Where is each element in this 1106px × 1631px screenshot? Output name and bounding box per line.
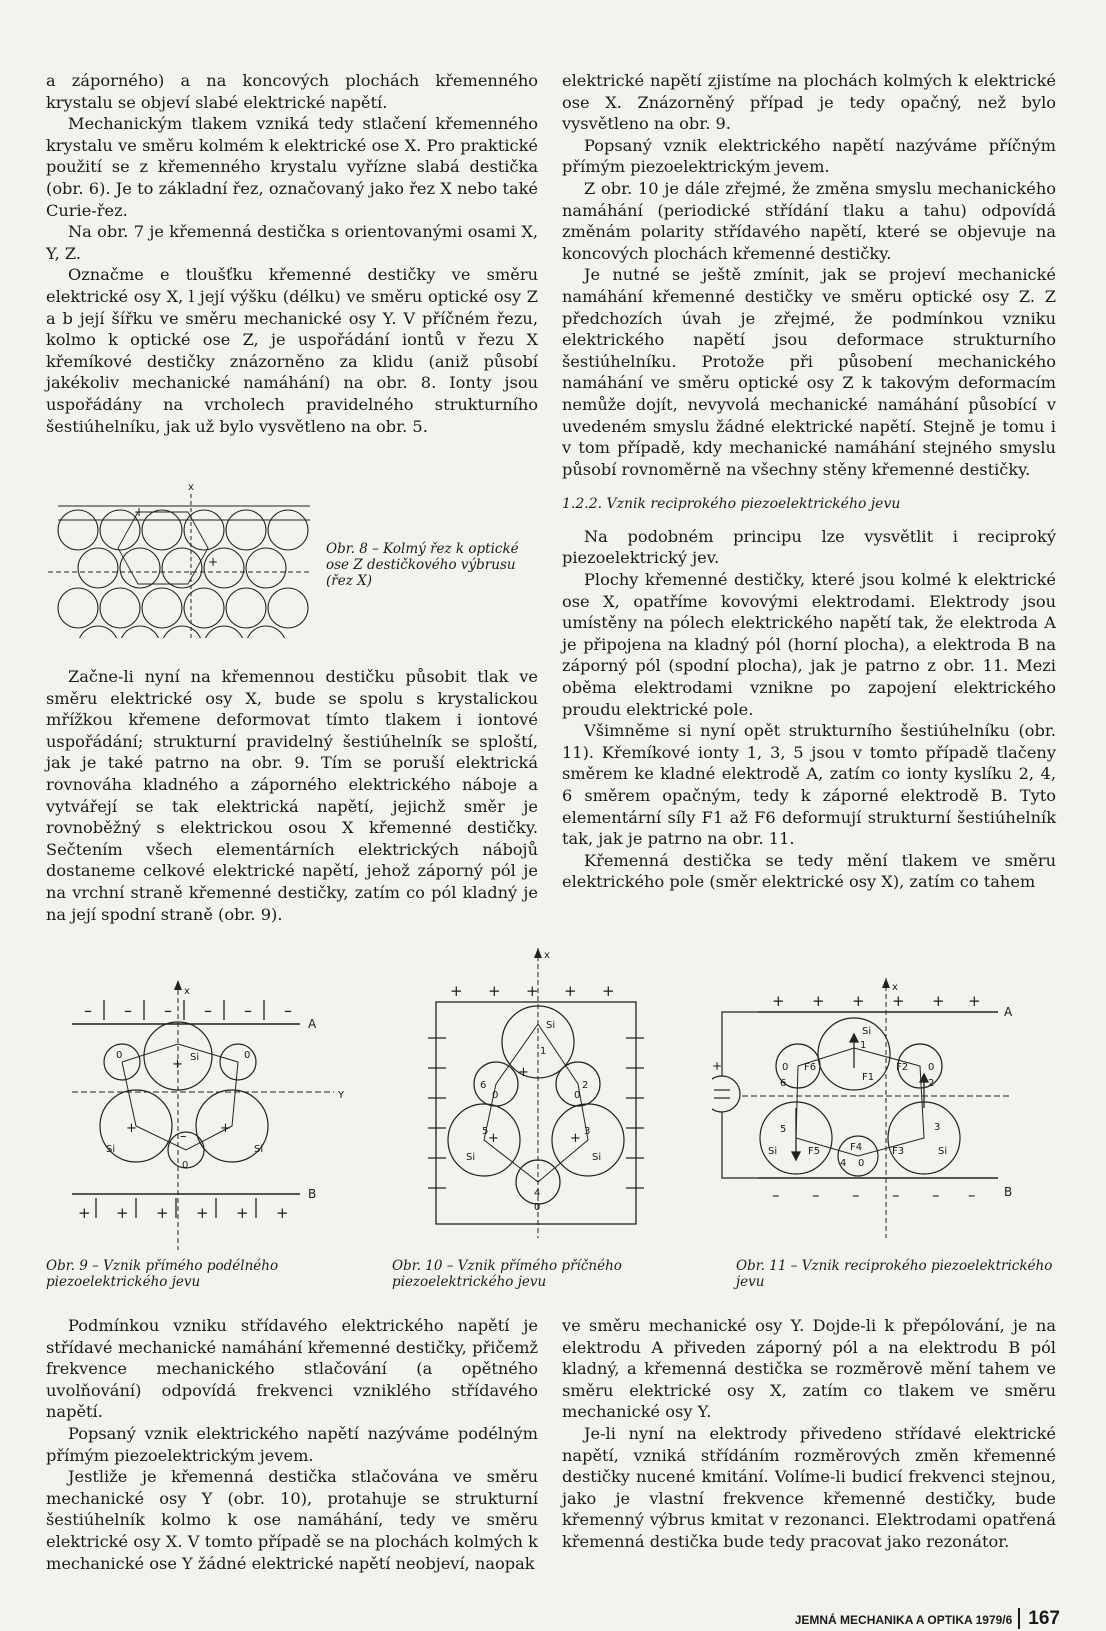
fig11-minus: – xyxy=(852,1186,860,1204)
fig11-electrode-a: A xyxy=(1004,1005,1013,1019)
fig11-n2: 2 xyxy=(928,1078,935,1089)
fig10-plus: + xyxy=(488,982,501,1000)
figure-10-caption: Obr. 10 – Vznik přímého příčného piezoelektrického jevu xyxy=(392,1258,622,1290)
fig11-si: Si xyxy=(938,1146,948,1157)
paragraph: Začne-li nyní na křemennou destičku působit tlak ve směru elektrické osy X, bude se spolu s krystalickou mřížkou křemene deformovat tímto tlakem i iontové uspořádání; strukturní pravidelný šestiúhelník se sploští, jak je také patrno na obr. 9. Tím se poruší elektrická rovnováha kladného a záporného elektrického náboje a vytvářejí se tak elektrická napětí, jejichž směr je rovnoběžný s elektrickou osou X křemenné destičky. Sečtením všech elementárních elektrických nábojů dostaneme celkové elektrické napětí, jehož záporný pól je na vrchní straně křemenné destičky, zatím co pól kladný je na její spodní straně (obr. 9). xyxy=(46,667,538,924)
fig10-si: Si xyxy=(592,1152,602,1163)
fig11-plus: + xyxy=(772,992,785,1010)
fig11-si: Si xyxy=(862,1026,872,1037)
paragraph: Popsaný vznik elektrického napětí nazýváme příčným přímým piezoelektrickým jevem. xyxy=(562,135,1056,177)
fig9-x-label: x xyxy=(184,986,190,997)
left-column-bottom xyxy=(46,1315,538,1574)
fig9-minus: – xyxy=(84,1001,92,1020)
figure-11-caption: Obr. 11 – Vznik reciprokého piezoelektrického jevu xyxy=(736,1258,1053,1290)
left-column-top xyxy=(46,70,538,437)
page-number: 167 xyxy=(1018,1608,1060,1629)
fig10-zero: 0 xyxy=(534,1202,541,1213)
fig9-minus: – xyxy=(124,1001,132,1020)
fig10-n5: 5 xyxy=(482,1126,489,1137)
fig11-zero: 0 xyxy=(782,1062,789,1073)
fig9-plus: + xyxy=(196,1204,209,1222)
fig10-plus: + xyxy=(450,982,463,1000)
fig11-minus: – xyxy=(892,1186,900,1204)
fig11-plus: + xyxy=(852,992,865,1010)
figure-8-diagram xyxy=(48,478,318,658)
fig11-zero: 0 xyxy=(858,1158,865,1169)
fig9-si: Si xyxy=(254,1144,264,1155)
fig11-minus: – xyxy=(932,1186,940,1204)
fig11-f2: F2 xyxy=(896,1062,909,1073)
fig11-n3: 3 xyxy=(934,1122,941,1133)
fig11-si: Si xyxy=(768,1146,778,1157)
fig11-source-plus: + xyxy=(712,1059,723,1073)
paragraph: Je nutné se ještě zmínit, jak se projeví mechanické namáhání křemenné destičky ve směru optické osy Z. Z předchozích úvah je zřejmé, že podmínkou vzniku elektrického napětí jsou deformace strukturního šestiúhelníku. Protože při působení mechanického namáhání ve směru optické osy Z k takovým deformacím nemůže dojít, nevyvolá mechanické namáhání působící v uvedeném smyslu žádné elektrické napětí. Stejně je tomu i v tom případě, kdy mechanické namáhání stejného smyslu působí rovnoměrně na všechny stěny křemenné destičky. xyxy=(562,265,1056,479)
fig10-si: Si xyxy=(466,1152,476,1163)
fig11-n6: 6 xyxy=(780,1078,787,1089)
fig9-zero: 0 xyxy=(116,1050,123,1061)
fig10-zero: 0 xyxy=(574,1090,581,1101)
right-column-bottom xyxy=(562,1315,1056,1553)
paragraph: Je-li nyní na elektrody přivedeno střídavé elektrické napětí, vzniká střídáním rozměrových změn křemenné destičky nucené kmitání. Volíme-li budicí frekvenci stejnou, jako je vlastní frekvence křemenné destičky, bude křemenný výbrus kmitat v rezonanci. Elektrodami opatřená křemenná destička bude tedy pracovat jako rezonátor. xyxy=(562,1423,1056,1551)
fig10-n3: 3 xyxy=(584,1126,591,1137)
fig9-plus: + xyxy=(116,1204,129,1222)
figure-8-caption: Obr. 8 – Kolmý řez k optické ose Z destičkového výbrusu (řez X) xyxy=(326,541,519,589)
fig8-plus: + xyxy=(208,555,219,569)
right-column-top xyxy=(562,70,1056,893)
paragraph: Křemenná destička se tedy mění tlakem ve směru elektrického pole (směr elektrické osy X), zatím co tahem xyxy=(562,850,1056,892)
fig9-minus: – xyxy=(180,1129,187,1144)
fig11-n1: 1 xyxy=(860,1040,867,1051)
fig10-n1: 1 xyxy=(540,1046,547,1057)
fig9-plus: + xyxy=(236,1204,249,1222)
paragraph: ve směru mechanické osy Y. Dojde-li k přepólování, je na elektrodu A přiveden záporný pól a na elektrodu B pól kladný, a křemenná destička se rozměrově mění tahem ve směru elektrické osy X, zatím co tlakem ve směru mechanické osy Y. xyxy=(562,1316,1056,1422)
fig9-minus: – xyxy=(164,1001,172,1020)
fig9-zero: 0 xyxy=(244,1050,251,1061)
fig10-plus: + xyxy=(526,982,539,1000)
fig9-minus: – xyxy=(204,1001,212,1020)
fig11-n5: 5 xyxy=(780,1124,787,1135)
figure-9-diagram xyxy=(72,980,372,1255)
fig9-y-label: Y xyxy=(338,1090,345,1101)
paragraph: Jestliže je křemenná destička stlačována ve směru mechanické osy Y (obr. 10), protahuje se strukturní šestiúhelník kolmo k ose namáhání, tedy ve směru elektrické osy X. V tomto případě se na plochách kolmých k mechanické ose Y žádné elektrické napětí neobjeví, naopak xyxy=(46,1467,538,1573)
fig10-plus: + xyxy=(564,982,577,1000)
fig9-electrode-a: A xyxy=(308,1017,317,1031)
fig8-x-label: x xyxy=(188,482,194,493)
paragraph: Všimněme si nyní opět strukturního šestiúhelníku (obr. 11). Křemíkové ionty 1, 3, 5 jsou v tomto případě tlačeny směrem ke kladné elektrodě A, zatím co ionty kyslíku 2, 4, 6 směrem opačným, tedy k záporné elektrodě B. Tyto elementární síly F1 až F6 deformují strukturní šestiúhelník tak, jak je patrno na obr. 11. xyxy=(562,721,1056,849)
fig11-zero: 0 xyxy=(928,1062,935,1073)
paragraph: Mechanickým tlakem vzniká tedy stlačení křemenného krystalu ve směru kolmém k elektrické ose X. Pro praktické použití se z křemenného krystalu vyřízne slabá destička (obr. 6). Je to základní řez, označovaný jako řez X nebo také Curie-řez. xyxy=(46,114,538,220)
fig8-plus: + xyxy=(134,505,145,519)
fig11-minus: – xyxy=(772,1186,780,1204)
fig11-plus: + xyxy=(812,992,825,1010)
paragraph: Plochy křemenné destičky, které jsou kolmé k elektrické ose X, opatříme kovovými elektrodami. Elektrody jsou umístěny na pólech elektrického napětí tak, že elektroda A je připojena na kladný pól (horní plocha), a elektroda B na záporný pól (spodní plocha), jak je patrno z obr. 11. Mezi oběma elektrodami vznikne po zapojení elektrického proudu elektrické pole. xyxy=(562,570,1056,719)
fig11-plus: + xyxy=(968,992,981,1010)
fig11-f1: F1 xyxy=(862,1072,875,1083)
fig9-plus: + xyxy=(156,1204,169,1222)
paragraph: a záporného) a na koncových plochách křemenného krystalu se objeví slabé elektrické napětí. xyxy=(46,71,538,112)
fig10-n6: 6 xyxy=(480,1080,487,1091)
fig11-f4: F4 xyxy=(850,1142,863,1153)
fig11-x-label: x xyxy=(892,982,898,993)
fig9-plus: + xyxy=(78,1204,91,1222)
paragraph: Z obr. 10 je dále zřejmé, že změna smyslu mechanického namáhání (periodické střídání tlaku a tahu) odpovídá změnám polarity střídavého napětí, které se objevuje na koncových plochách křemenné destičky. xyxy=(562,178,1056,263)
fig9-si: Si xyxy=(106,1144,116,1155)
fig11-minus: – xyxy=(968,1186,976,1204)
fig10-plus: + xyxy=(602,982,615,1000)
fig10-plus: + xyxy=(570,1131,581,1146)
paragraph: Označme e tloušťku křemenné destičky ve směru elektrické osy X, l její výšku (délku) ve směru optické osy Z a b její šířku ve směru mechanické osy Y. V příčném řezu, kolmo k optické ose Z, je uspořádání iontů v řezu X křemíkové destičky znázorněno za klidu (aniž působí jakékoliv mechanické namáhání) na obr. 8. Ionty jsou uspořádány na vrcholech pravidelného strukturního šestiúhelníku, jak už bylo vysvětleno na obr. 5. xyxy=(46,265,538,436)
fig11-minus: – xyxy=(812,1186,820,1204)
fig11-f5: F5 xyxy=(808,1146,821,1157)
fig10-si: Si xyxy=(546,1020,556,1031)
section-heading: 1.2.2. Vznik reciprokého piezoelektrického jevu xyxy=(562,496,901,513)
left-column-middle xyxy=(46,666,538,925)
fig10-x-label: x xyxy=(544,950,550,961)
page-footer xyxy=(730,1608,1060,1630)
fig11-electrode-b: B xyxy=(1004,1185,1013,1199)
fig10-n4: 4 xyxy=(534,1188,541,1199)
fig9-zero: 0 xyxy=(182,1160,189,1171)
paragraph: Na obr. 7 je křemenná destička s orientovanými osami X, Y, Z. xyxy=(46,222,538,263)
paragraph: Popsaný vznik elektrického napětí nazýváme podélným přímým piezoelektrickým jevem. xyxy=(46,1423,538,1465)
fig11-f6: F6 xyxy=(804,1062,817,1073)
fig9-electrode-b: B xyxy=(308,1187,317,1201)
figure-10-diagram xyxy=(428,948,668,1238)
figure-11-diagram xyxy=(712,978,1028,1248)
fig9-plus: + xyxy=(276,1204,289,1222)
fig11-plus: + xyxy=(892,992,905,1010)
paragraph: Na podobném principu lze vysvětlit i reciproký piezoelektrický jev. xyxy=(562,526,1056,568)
fig9-si: Si xyxy=(190,1052,200,1063)
fig10-zero: 0 xyxy=(492,1090,499,1101)
fig9-plus: + xyxy=(220,1121,231,1136)
fig10-n2: 2 xyxy=(582,1080,589,1091)
figure-9-caption: Obr. 9 – Vznik přímého podélného piezoelektrického jevu xyxy=(46,1258,279,1290)
fig9-minus: – xyxy=(244,1001,252,1020)
fig11-f3: F3 xyxy=(892,1146,905,1157)
fig11-plus: + xyxy=(932,992,945,1010)
fig9-plus: + xyxy=(126,1121,137,1136)
fig9-plus: + xyxy=(172,1057,183,1072)
paragraph: Podmínkou vzniku střídavého elektrického napětí je střídavé mechanické namáhání křemenné destičky, přičemž frekvence mechanického stlačování (a opětného uvolňování) odpovídá frekvenci vzniklého střídavého napětí. xyxy=(46,1316,538,1422)
paragraph: elektrické napětí zjistíme na plochách kolmých k elektrické ose X. Znázorněný případ je tedy opačný, než bylo vysvětleno na obr. 9. xyxy=(562,71,1056,134)
fig11-n4: 4 xyxy=(840,1158,847,1169)
fig9-minus: – xyxy=(284,1001,292,1020)
fig10-plus: + xyxy=(488,1131,499,1146)
journal-name: JEMNÁ MECHANIKA A OPTIKA 1979/6 xyxy=(794,1613,1013,1627)
fig10-plus: + xyxy=(518,1065,529,1080)
